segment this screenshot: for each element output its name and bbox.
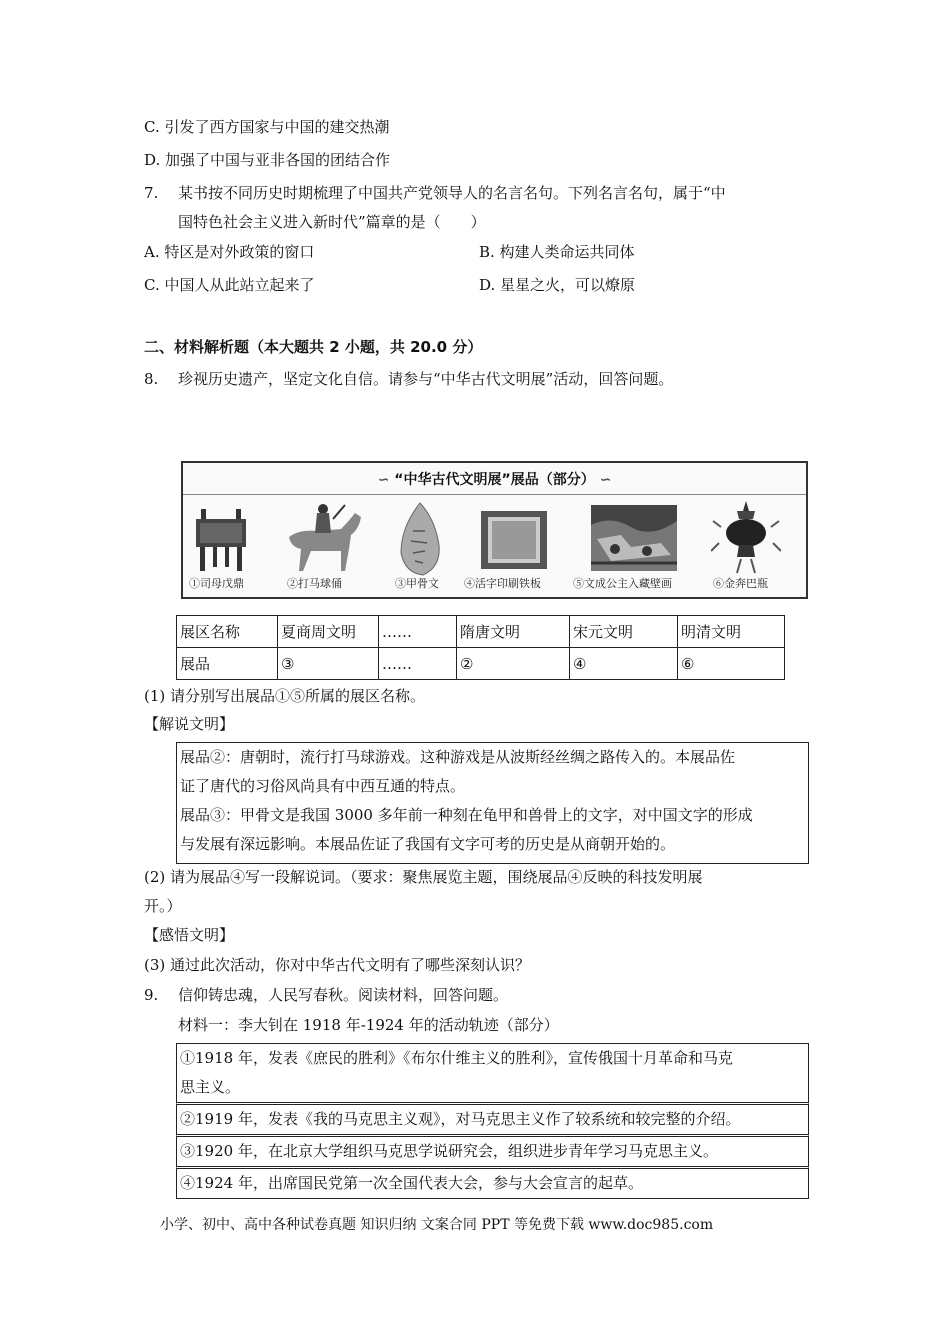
golden-urn-icon xyxy=(711,499,781,577)
q7-option-c: C. 中国人从此站立起来了 xyxy=(144,276,315,294)
table-header-row xyxy=(177,616,785,648)
material1-row1-line2: 思主义。 xyxy=(180,1078,241,1096)
oracle-bone-icon xyxy=(395,501,445,579)
exhibit-item-6: ⑥金奔巴瓶 xyxy=(713,577,768,590)
material1-table xyxy=(176,1043,809,1199)
table-cell: 隋唐文明 xyxy=(457,616,570,648)
q7-option-d: D. 星星之火，可以燎原 xyxy=(479,276,636,294)
table-cell: …… xyxy=(379,616,457,648)
explanation-line: 与发展有深远影响。本展品佐证了我国有文字可考的历史是从商朝开始的。 xyxy=(180,835,676,853)
section-title: 二、材料解析题（本大题共 2 小题，共 20.0 分） xyxy=(144,338,483,356)
table-cell: 展品 xyxy=(177,648,278,680)
table-cell: ③ xyxy=(278,648,379,680)
exhibit-item-5: ⑤文成公主入藏壁画 xyxy=(573,577,672,590)
exhibit-item-2: ②打马球俑 xyxy=(287,577,342,590)
exhibit-zone-table xyxy=(176,615,785,680)
q8-sub2-line2: 开。） xyxy=(144,897,182,915)
cloud-ornament-right-icon: ∽ xyxy=(599,472,612,488)
q8-stem: 珍视历史遗产，坚定文化自信。请参与“中华古代文明展”活动，回答问题。 xyxy=(178,370,674,388)
q7-option-a: A. 特区是对外政策的窗口 xyxy=(144,243,315,261)
material1-row3: ③1920 年，在北京大学组织马克思学说研究会，组织进步青年学习马克思主义。 xyxy=(180,1142,718,1160)
material1-row2: ②1919 年，发表《我的马克思主义观》，对马克思主义作了较系统和较完整的介绍。 xyxy=(180,1110,741,1128)
exhibit-item-1: ①司母戊鼎 xyxy=(189,577,244,590)
cloud-ornament-left-icon: ∽ xyxy=(377,472,390,488)
table-row xyxy=(176,1134,809,1166)
q8-sub1: (1) 请分别写出展品①⑤所属的展区名称。 xyxy=(144,687,426,705)
table-row xyxy=(176,1166,809,1199)
q8-sub2-line1: (2) 请为展品④写一段解说词。（要求：聚焦展览主题，围绕展品④反映的科技发明展 xyxy=(144,868,703,886)
q7-stem-line2: 国特色社会主义进入新时代”篇章的是（ ） xyxy=(178,213,486,231)
q9-number: 9. xyxy=(144,986,159,1004)
material1-row1-line1: ①1918 年，发表《庶民的胜利》《布尔什维主义的胜利》，宣传俄国十月革命和马克 xyxy=(180,1049,733,1067)
table-row xyxy=(176,1102,809,1134)
type-printing-plate-icon xyxy=(479,509,549,571)
table-cell: 夏商周文明 xyxy=(278,616,379,648)
footer-text: 小学、初中、高中各种试卷真题 知识归纳 文案合同 PPT 等免费下载 www.doc985.com xyxy=(160,1217,714,1233)
q6-option-c: C. 引发了西方国家与中国的建交热潮 xyxy=(144,118,390,136)
exhibit-image xyxy=(181,461,808,599)
material1-title: 材料一：李大钊在 1918 年-1924 年的活动轨迹（部分） xyxy=(178,1016,559,1034)
exhibit-item-4: ④活字印刷铁板 xyxy=(464,577,541,590)
q7-number: 7. xyxy=(144,184,159,202)
exhibit-item-3: ③甲骨文 xyxy=(395,577,439,590)
table-cell: ⑥ xyxy=(678,648,785,680)
q8-sub3: (3) 通过此次活动，你对中华古代文明有了哪些深刻认识？ xyxy=(144,956,531,974)
explanation-line: 展品③：甲骨文是我国 3000 多年前一种刻在龟甲和兽骨上的文字，对中国文字的形成 xyxy=(180,806,753,824)
ding-vessel-icon xyxy=(191,505,251,575)
table-cell: ④ xyxy=(570,648,678,680)
explanation-line: 展品②：唐朝时，流行打马球游戏。这种游戏是从波斯经丝绸之路传入的。本展品佐 xyxy=(180,748,736,766)
q8-number: 8. xyxy=(144,370,159,388)
q7-stem-line1: 某书按不同历史时期梳理了中国共产党领导人的名言名句。下列名言名句，属于“中 xyxy=(178,184,726,202)
explanation-line: 证了唐代的习俗风尚具有中西互通的特点。 xyxy=(180,777,466,795)
explanation-box xyxy=(176,742,809,864)
table-row xyxy=(177,648,785,680)
table-cell: ② xyxy=(457,648,570,680)
feel-title: 【感悟文明】 xyxy=(144,926,235,944)
table-cell: …… xyxy=(379,648,457,680)
explain-title: 【解说文明】 xyxy=(144,715,235,733)
table-cell: 明清文明 xyxy=(678,616,785,648)
material1-row4: ④1924 年，出席国民党第一次全国代表大会，参与大会宣言的起草。 xyxy=(180,1174,643,1192)
q7-option-b: B. 构建人类命运共同体 xyxy=(479,243,635,261)
exhibit-title: “中华古代文明展”展品（部分） xyxy=(394,472,595,488)
q9-stem: 信仰铸忠魂，人民写春秋。阅读材料，回答问题。 xyxy=(178,986,509,1004)
table-cell: 展区名称 xyxy=(177,616,278,648)
table-cell: 宋元文明 xyxy=(570,616,678,648)
table-row xyxy=(176,1043,809,1102)
polo-horse-figurine-icon xyxy=(279,499,369,579)
q6-option-d: D. 加强了中国与亚非各国的团结合作 xyxy=(144,151,391,169)
mural-painting-icon xyxy=(591,505,677,571)
